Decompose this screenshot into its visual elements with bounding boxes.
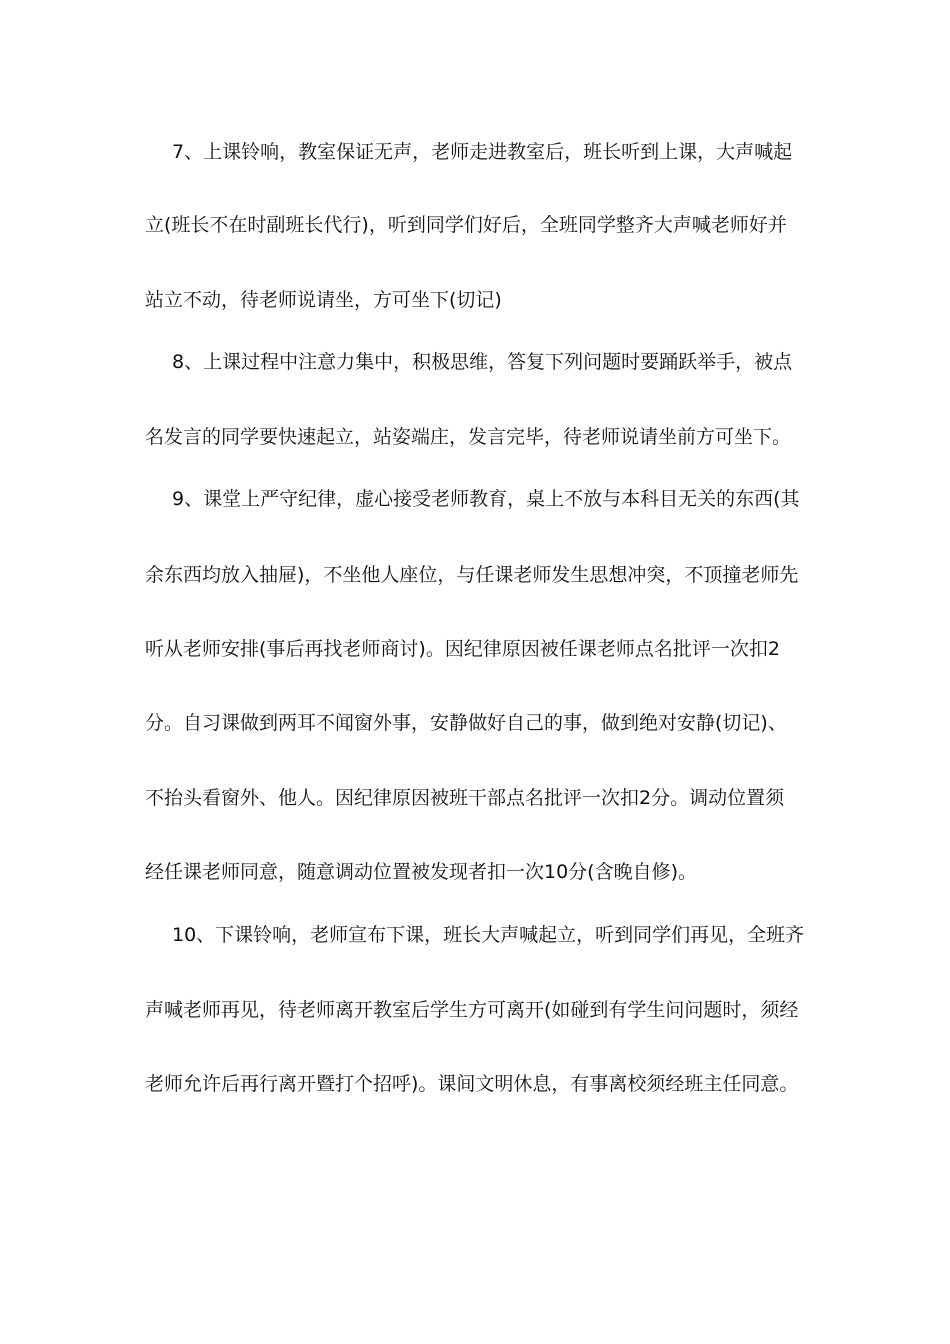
rule-7-line-2: 立(班长不在时副班长代行)，听到同学们好后，全班同学整齐大声喊老师好并 <box>145 214 787 236</box>
rule-10-line-1: 10、下课铃响，老师宣布下课，班长大声喊起立，听到同学们再见，全班齐 <box>172 924 805 946</box>
rule-10-line-2: 声喊老师再见，待老师离开教室后学生方可离开(如碰到有学生问问题时，须经 <box>145 999 799 1021</box>
rule-7-line-1: 7、上课铃响，教室保证无声，老师走进教室后，班长听到上课，大声喊起 <box>172 141 793 163</box>
rule-9-line-2: 余东西均放入抽屉)，不坐他人座位，与任课老师发生思想冲突，不顶撞老师先 <box>145 564 799 586</box>
rule-9-line-1: 9、课堂上严守纪律，虚心接受老师教育，桌上不放与本科目无关的东西(其 <box>172 488 800 510</box>
rule-9-line-4: 分。自习课做到两耳不闻窗外事，安静做好自己的事，做到绝对安静(切记)、 <box>145 712 787 734</box>
rule-9-line-6: 经任课老师同意，随意调动位置被发现者扣一次10分(含晚自修)。 <box>145 861 698 883</box>
rule-9-line-3: 听从老师安排(事后再找老师商讨)。因纪律原因被任课老师点名批评一次扣2 <box>145 638 780 660</box>
rule-7-line-3: 站立不动，待老师说请坐，方可坐下(切记) <box>145 289 502 311</box>
rule-8-line-2: 名发言的同学要快速起立，站姿端庄，发言完毕，待老师说请坐前方可坐下。 <box>145 426 792 448</box>
rule-10-line-3: 老师允许后再行离开暨打个招呼)。课间文明休息，有事离校须经班主任同意。 <box>145 1073 799 1095</box>
rule-9-line-5: 不抬头看窗外、他人。因纪律原因被班干部点名批评一次扣2分。调动位置须 <box>145 787 785 809</box>
rule-8-line-1: 8、上课过程中注意力集中，积极思维，答复下列问题时要踊跃举手，被点 <box>172 351 793 373</box>
